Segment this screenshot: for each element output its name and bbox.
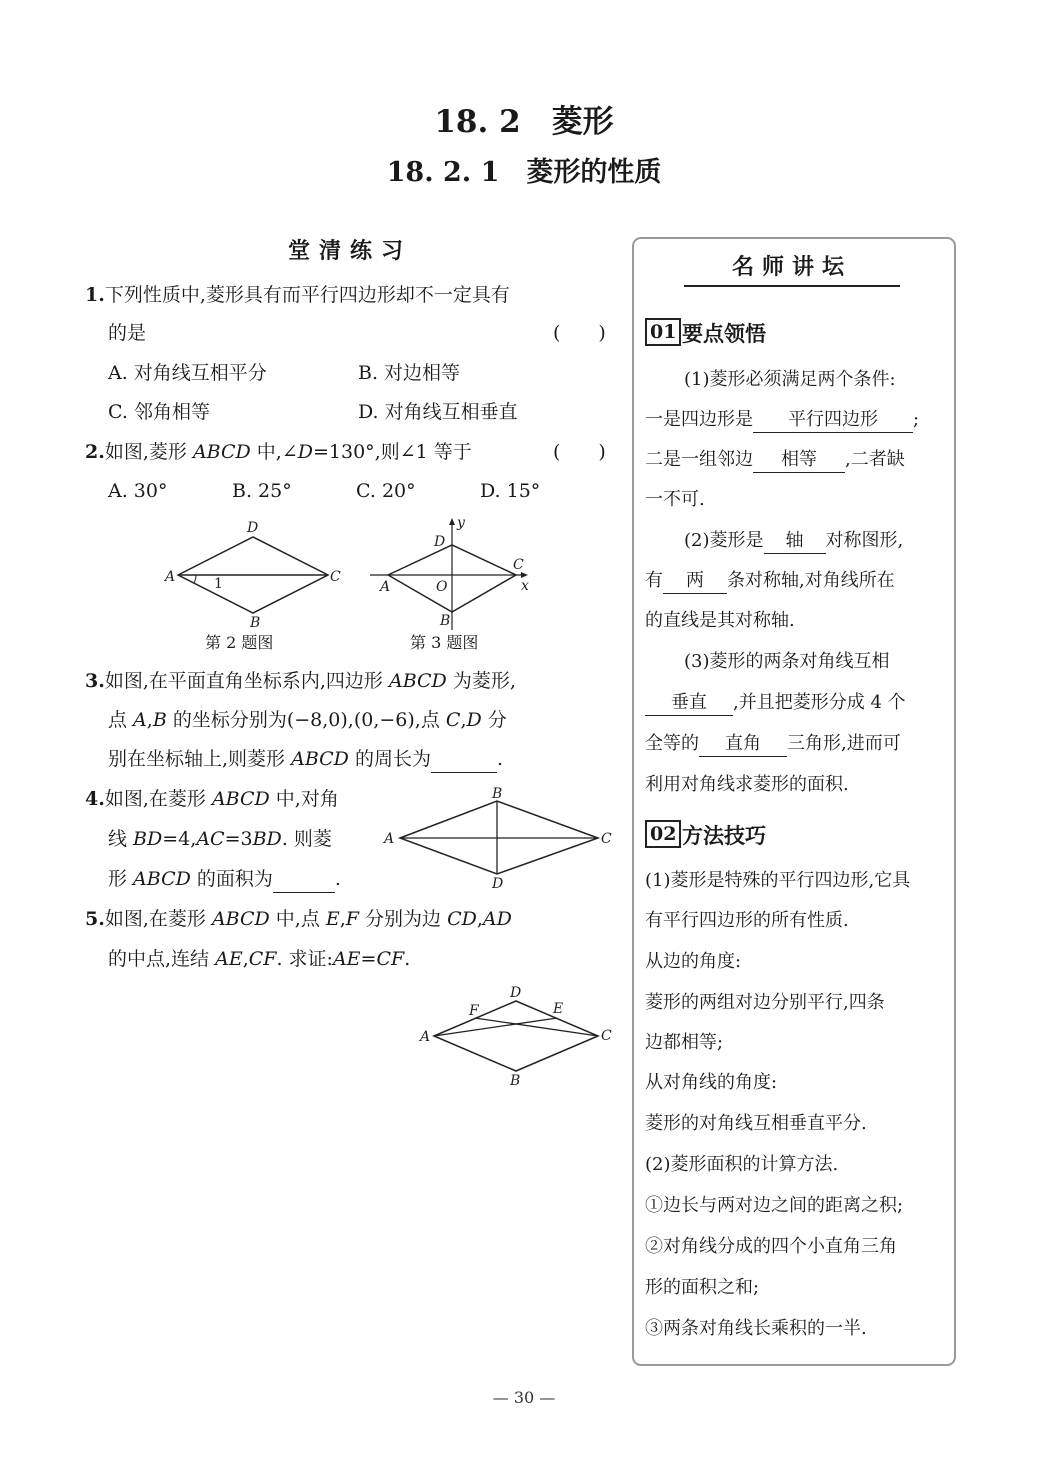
fig4-label-d: D [492, 876, 504, 890]
q3-l2-a: 点 [108, 709, 134, 731]
fig2-label-a: A [165, 569, 176, 585]
q4-l1-b: ABCD [211, 788, 270, 810]
q1-option-d: D. 对角线互相垂直 [358, 401, 518, 423]
fig2-angle-label: 1 [214, 576, 223, 592]
p3-line1: (3)菱形的两条对角线互相 [684, 651, 890, 672]
p3-line3 [645, 732, 901, 757]
p1-line2 [645, 408, 919, 433]
q5-l2-d: CF [248, 948, 277, 970]
q1-option-c: C. 邻角相等 [108, 401, 210, 423]
p2-l2-a: 有 [645, 570, 663, 591]
q4-line1 [85, 786, 339, 812]
q4-l1-a: 如图,在菱形 [104, 788, 212, 810]
p1-answer-parallelogram: 平行四边形 [753, 408, 913, 433]
q5-line2 [108, 946, 410, 972]
q4-l2-f: BD [252, 828, 282, 850]
p1-answer-equal: 相等 [753, 448, 845, 473]
q5-l1-h: CD [447, 908, 477, 930]
p2-line2 [645, 569, 895, 594]
q4-l3-b: ABCD [133, 868, 191, 890]
q2-option-a: A. 30° [108, 480, 168, 502]
q3-answer-blank[interactable] [431, 746, 497, 773]
method-line: 形的面积之和; [645, 1277, 760, 1298]
figures-q2-q3 [150, 515, 550, 630]
q3-l2-f: C [445, 709, 461, 731]
q3-l2-d: B [152, 709, 167, 731]
q4-l2-d: AC [196, 828, 225, 850]
q3-l3-c: 的周长为 [348, 748, 431, 770]
fig3-label-x: x [521, 578, 529, 594]
q4-l2-e: =3 [224, 828, 253, 850]
q5-l2-b: AE [215, 948, 243, 970]
p3-answer-perpendicular: 垂直 [645, 691, 733, 716]
section-01-label: 要点领悟 [682, 321, 766, 346]
q3-l3-b: ABCD [291, 748, 349, 770]
q4-l1-c: 中,对角 [269, 788, 339, 810]
q5-l2-i: . [404, 948, 411, 970]
fig2-caption: 第 2 题图 [205, 633, 274, 652]
method-line: ②对角线分成的四个小直角三角 [645, 1236, 897, 1257]
q2-text-b: ABCD [192, 441, 251, 463]
fig3-label-y: y [457, 515, 465, 531]
p1-l3-c: ,二者缺 [845, 449, 905, 470]
fig5-label-d: D [510, 985, 522, 1001]
q3-line1 [85, 668, 516, 694]
page-number: — 30 — [492, 1388, 556, 1407]
q2-line1 [85, 439, 472, 465]
subsection-title: 18. 2. 1 菱形的性质 [386, 157, 662, 188]
q4-l3-d: . [334, 868, 341, 890]
p3-l2-b: ,并且把菱形分成 4 个 [733, 692, 906, 713]
q1-number: 1. [85, 284, 105, 306]
q4-line2 [108, 826, 332, 852]
p1-line3 [645, 448, 905, 473]
q3-number: 3. [85, 670, 105, 692]
fig2-rhombus [178, 537, 328, 613]
method-line: 边都相等; [645, 1032, 724, 1053]
fig5-rhombus [414, 983, 620, 1089]
fig5-label-f: F [469, 1003, 479, 1019]
p1-l2-a: 一是四边形是 [645, 409, 753, 430]
q3-l2-h: D [466, 709, 482, 731]
p2-line3: 的直线是其对称轴. [645, 610, 795, 631]
fig4-label-c: C [601, 831, 612, 847]
q1-text: 下列性质中,菱形具有而平行四边形却不一定具有 [104, 284, 510, 306]
fig2-label-c: C [330, 569, 341, 585]
p3-line4: 利用对角线求菱形的面积. [645, 774, 849, 795]
p2-line1 [684, 529, 903, 554]
fig3-label-b: B [440, 613, 451, 629]
section-title: 18. 2 菱形 [434, 104, 614, 140]
q3-l2-c: , [146, 709, 153, 731]
q1-line1 [85, 282, 510, 308]
method-line: ①边长与两对边之间的距离之积; [645, 1195, 904, 1216]
fig4-rhombus [378, 784, 618, 890]
q1-line2: 的是 [108, 322, 147, 344]
fig4-label-a: A [384, 831, 395, 847]
fig5-label-e: E [553, 1001, 564, 1017]
fig3-label-o: O [436, 579, 448, 595]
fig4-label-b: B [492, 786, 503, 802]
p3-line2 [645, 691, 906, 716]
fig2-label-d: D [247, 520, 259, 536]
p3-answer-right-angle: 直角 [699, 732, 787, 757]
q1-option-a: A. 对角线互相平分 [108, 362, 267, 384]
fig3-label-a: A [380, 579, 391, 595]
p2-answer-two: 两 [663, 569, 727, 594]
q3-l3-d: . [496, 748, 503, 770]
q5-l2-f: AE [332, 948, 361, 970]
q4-l3-a: 形 [108, 868, 134, 890]
q2-number: 2. [85, 441, 105, 463]
q3-l2-e: 的坐标分别为(−8,0),(0,−6),点 [166, 709, 446, 731]
section-02-badge: 02 [645, 820, 681, 848]
method-line: 菱形的两组对边分别平行,四条 [645, 992, 885, 1013]
q5-l1-i: , [476, 908, 483, 930]
q5-l1-d: E [325, 908, 340, 930]
q2-answer-paren: ( ) [553, 441, 606, 463]
p2-l2-c: 条对称轴,对角线所在 [727, 570, 895, 591]
fig3-label-d: D [434, 534, 446, 550]
q3-l2-i: 分 [481, 709, 507, 731]
q4-number: 4. [85, 788, 105, 810]
method-line: 有平行四边形的所有性质. [645, 910, 849, 931]
fig5-label-c: C [601, 1028, 612, 1044]
q5-number: 5. [85, 908, 105, 930]
exercise-heading: 堂清练习 [288, 238, 413, 264]
q2-text-a: 如图,菱形 [104, 441, 193, 463]
p1-l3-a: 二是一组邻边 [645, 449, 753, 470]
q3-text-a: 如图,在平面直角坐标系内,四边形 [104, 670, 389, 692]
q3-text-b: ABCD [388, 670, 447, 692]
q5-l1-e: , [339, 908, 346, 930]
method-line: 从边的角度: [645, 951, 742, 972]
q2-option-c: C. 20° [356, 480, 416, 502]
p1-l2-c: ; [913, 409, 920, 430]
p2-l1-a: (2)菱形是 [684, 530, 764, 551]
fig3-caption: 第 3 题图 [410, 633, 479, 652]
p3-l3-a: 全等的 [645, 733, 699, 754]
q4-l3-c: 的面积为 [190, 868, 273, 890]
panel-title: 名师讲坛 [684, 250, 900, 287]
q5-l1-b: ABCD [211, 908, 270, 930]
q3-l3-a: 别在坐标轴上,则菱形 [108, 748, 292, 770]
q4-l2-a: 线 [108, 828, 134, 850]
q4-l2-g: . 则菱 [281, 828, 332, 850]
method-line: 从对角线的角度: [645, 1072, 778, 1093]
fig2-label-b: B [250, 615, 261, 630]
q5-l1-j: AD [482, 908, 512, 930]
fig5-label-a: A [420, 1029, 431, 1045]
fig3-label-c: C [513, 557, 524, 573]
q4-l2-c: =4, [162, 828, 197, 850]
method-line: (2)菱形面积的计算方法. [645, 1154, 839, 1175]
q3-line2 [108, 707, 507, 733]
section-02-label: 方法技巧 [682, 823, 766, 848]
q4-l2-b: BD [133, 828, 163, 850]
q4-line3 [108, 866, 341, 893]
q5-l2-h: CF [376, 948, 405, 970]
method-line: 菱形的对角线互相垂直平分. [645, 1113, 867, 1134]
p1-line1: (1)菱形必须满足两个条件: [684, 369, 896, 390]
p1-line4: 一不可. [645, 489, 705, 510]
q2-text-c: 中,∠ [250, 441, 298, 463]
q1-option-b: B. 对边相等 [358, 362, 461, 384]
q3-l2-g: , [460, 709, 467, 731]
p3-l3-c: 三角形,进而可 [787, 733, 901, 754]
q5-l2-g: = [360, 948, 377, 970]
q3-text-c: 为菱形, [446, 670, 516, 692]
q4-answer-blank[interactable] [273, 866, 335, 893]
q2-option-b: B. 25° [232, 480, 292, 502]
q2-text-e: =130°,则∠1 等于 [312, 441, 472, 463]
q5-l2-e: . 求证: [276, 948, 333, 970]
p2-l1-c: 对称图形, [825, 530, 904, 551]
q3-line3 [108, 746, 503, 773]
q5-l2-c: , [242, 948, 249, 970]
p2-answer-axis: 轴 [764, 529, 826, 554]
q5-l1-c: 中,点 [269, 908, 326, 930]
method-line: (1)菱形是特殊的平行四边形,它具 [645, 870, 911, 891]
q2-option-d: D. 15° [480, 480, 541, 502]
fig5-label-b: B [510, 1073, 521, 1089]
q5-l2-a: 的中点,连结 [108, 948, 216, 970]
section-01-badge: 01 [645, 318, 681, 346]
q5-line1 [85, 906, 512, 932]
q5-l1-f: F [345, 908, 359, 930]
q5-l1-g: 分别为边 [358, 908, 448, 930]
q2-text-d: D [297, 441, 313, 463]
q1-answer-paren: ( ) [553, 322, 606, 344]
method-line: ③两条对角线长乘积的一半. [645, 1318, 867, 1339]
q3-l2-b: A [133, 709, 147, 731]
q5-l1-a: 如图,在菱形 [104, 908, 212, 930]
